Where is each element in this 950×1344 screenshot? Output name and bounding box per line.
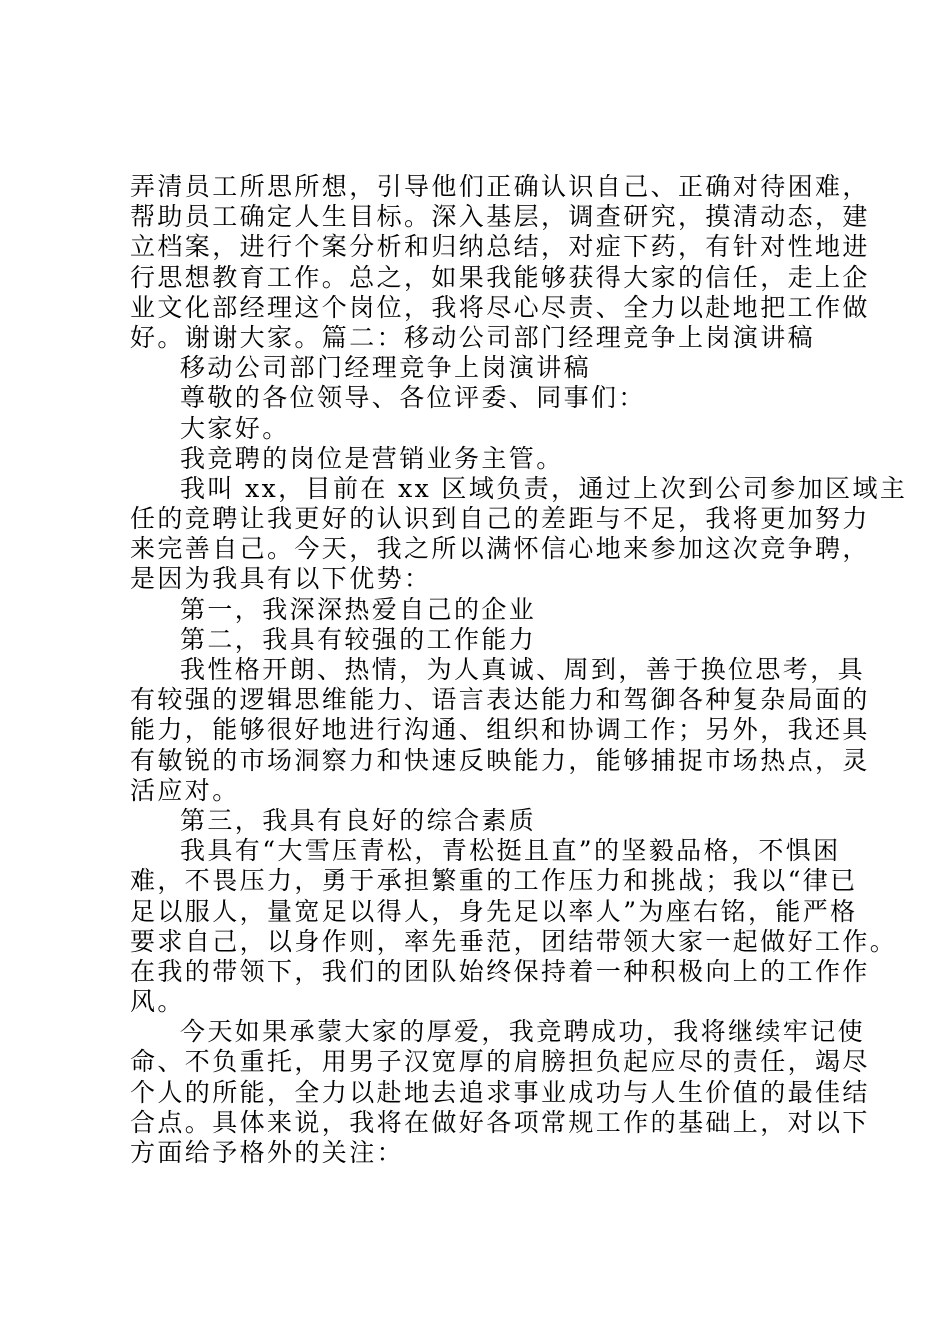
- text-line: 好。谢谢大家。篇二：移动公司部门经理竞争上岗演讲稿: [130, 322, 816, 352]
- document-body: [130, 172, 908, 1168]
- text-line: 活应对。: [130, 775, 240, 805]
- text-line: 难，不畏压力，勇于承担繁重的工作压力和挑战；我以“律已: [130, 866, 858, 896]
- text-line: 能力，能够很好地进行沟通、组织和协调工作；另外，我还具: [130, 715, 870, 745]
- text-line: 弄清员工所思所想，引导他们正确认识自己、正确对待困难，: [130, 172, 870, 201]
- text-line: 我具有“大雪压青松，青松挺且直”的坚毅品格，不惧困: [180, 836, 841, 866]
- text-line: 命、不负重托，用男子汉宽厚的肩膀担负起应尽的责任，竭尽: [130, 1047, 870, 1077]
- text-line: 是因为我具有以下优势：: [130, 564, 432, 594]
- text-line: 帮助员工确定人生目标。深入基层，调查研究，摸清动态，建: [130, 202, 870, 232]
- text-line: 个人的所能，全力以赴地去追求事业成功与人生价值的最佳结: [130, 1077, 870, 1107]
- text-line: 大家好。: [180, 413, 290, 443]
- text-line: 立档案，进行个案分析和归纳总结，对症下药，有针对性地进: [130, 232, 870, 262]
- text-line: 合点。具体来说，我将在做好各项常规工作的基础上，对以下: [130, 1107, 870, 1137]
- text-line: 我竞聘的岗位是营销业务主管。: [180, 443, 564, 473]
- text-line: 我叫 xx，目前在 xx 区域负责，通过上次到公司参加区域主: [180, 473, 908, 503]
- text-line: 来完善自己。今天，我之所以满怀信心地来参加这次竞争聘，: [130, 534, 870, 564]
- text-line: 第一，我深深热爱自己的企业: [180, 594, 537, 624]
- text-line: 行思想教育工作。总之，如果我能够获得大家的信任，走上企: [130, 262, 870, 292]
- text-line: 今天如果承蒙大家的厚爱，我竞聘成功，我将继续牢记使: [180, 1017, 866, 1047]
- text-line: 有敏锐的市场洞察力和快速反映能力，能够捕捉市场热点，灵: [130, 745, 870, 775]
- text-line: 足以服人，量宽足以得人，身先足以率人”为座右铭，能严格: [130, 896, 858, 926]
- text-line: 第二，我具有较强的工作能力: [180, 624, 537, 654]
- text-line: 我性格开朗、热情，为人真诚、周到，善于换位思考，具: [180, 655, 866, 684]
- text-line: 风。: [130, 987, 185, 1017]
- text-line: 业文化部经理这个岗位，我将尽心尽责、全力以赴地把工作做: [130, 292, 870, 322]
- text-line: 方面给予格外的关注：: [130, 1138, 405, 1167]
- text-line: 有较强的逻辑思维能力、语言表达能力和驾御各种复杂局面的: [130, 685, 870, 715]
- text-line: 要求自己，以身作则，率先垂范，团结带领大家一起做好工作。: [130, 926, 898, 956]
- text-line: 任的竞聘让我更好的认识到自己的差距与不足，我将更加努力: [130, 504, 870, 534]
- text-line: 在我的带领下，我们的团队始终保持着一种积极向上的工作作: [130, 956, 870, 986]
- text-line: 尊敬的各位领导、各位评委、同事们：: [180, 383, 646, 413]
- text-line: 移动公司部门经理竞争上岗演讲稿: [180, 353, 592, 383]
- text-line: 第三，我具有良好的综合素质: [180, 805, 537, 835]
